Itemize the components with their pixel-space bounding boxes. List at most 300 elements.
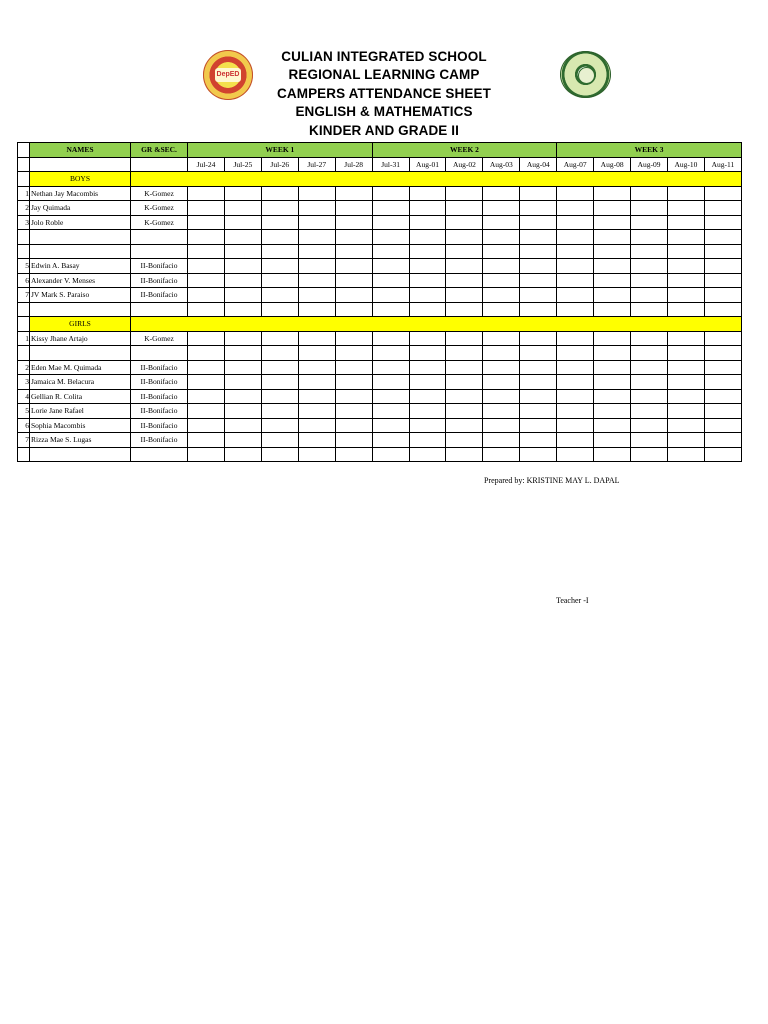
attendance-cell bbox=[188, 433, 225, 448]
attendance-cell bbox=[594, 375, 631, 390]
attendance-cell bbox=[224, 389, 261, 404]
attendance-cell bbox=[557, 346, 594, 361]
attendance-cell bbox=[335, 273, 372, 288]
attendance-cell bbox=[631, 346, 668, 361]
blank-cell bbox=[131, 447, 188, 462]
attendance-cell bbox=[557, 201, 594, 216]
attendance-cell bbox=[668, 288, 705, 303]
attendance-cell bbox=[631, 404, 668, 419]
attendance-cell bbox=[409, 447, 446, 462]
blank-row bbox=[18, 230, 742, 245]
student-name: Rizza Mae S. Lugas bbox=[30, 433, 131, 448]
attendance-cell bbox=[298, 230, 335, 245]
attendance-cell bbox=[409, 201, 446, 216]
student-section: K-Gomez bbox=[131, 331, 188, 346]
attendance-cell bbox=[704, 201, 741, 216]
girls-section-row bbox=[18, 317, 742, 332]
date-header: Jul-28 bbox=[335, 157, 372, 172]
student-name: Nethan Jay Macombis bbox=[30, 186, 131, 201]
attendance-cell bbox=[557, 433, 594, 448]
attendance-cell bbox=[668, 259, 705, 274]
week-header: WEEK 3 bbox=[557, 143, 742, 158]
attendance-cell bbox=[188, 375, 225, 390]
attendance-cell bbox=[668, 389, 705, 404]
attendance-cell bbox=[483, 389, 520, 404]
attendance-cell bbox=[704, 215, 741, 230]
attendance-cell bbox=[224, 259, 261, 274]
attendance-cell bbox=[594, 331, 631, 346]
attendance-cell bbox=[298, 186, 335, 201]
attendance-cell bbox=[631, 288, 668, 303]
attendance-cell bbox=[557, 375, 594, 390]
date-header: Jul-25 bbox=[224, 157, 261, 172]
blank-cell bbox=[30, 157, 131, 172]
student-number: 3 bbox=[18, 215, 30, 230]
section-fill bbox=[131, 172, 742, 187]
attendance-cell bbox=[298, 404, 335, 419]
attendance-cell bbox=[298, 259, 335, 274]
attendance-cell bbox=[335, 244, 372, 259]
student-row bbox=[18, 273, 742, 288]
attendance-cell bbox=[261, 331, 298, 346]
date-header: Aug-09 bbox=[631, 157, 668, 172]
attendance-cell bbox=[520, 447, 557, 462]
attendance-cell bbox=[557, 331, 594, 346]
attendance-cell bbox=[557, 418, 594, 433]
student-section: K-Gomez bbox=[131, 186, 188, 201]
attendance-cell bbox=[409, 259, 446, 274]
attendance-cell bbox=[446, 360, 483, 375]
attendance-cell bbox=[261, 389, 298, 404]
student-row bbox=[18, 215, 742, 230]
attendance-cell bbox=[409, 433, 446, 448]
student-name: Jamaica M. Belacura bbox=[30, 375, 131, 390]
attendance-cell bbox=[335, 288, 372, 303]
student-name: Kissy Jhane Artajo bbox=[30, 331, 131, 346]
attendance-cell bbox=[668, 244, 705, 259]
blank-cell bbox=[30, 447, 131, 462]
attendance-cell bbox=[668, 360, 705, 375]
attendance-cell bbox=[594, 288, 631, 303]
student-section: K-Gomez bbox=[131, 201, 188, 216]
attendance-cell bbox=[520, 288, 557, 303]
attendance-cell bbox=[298, 273, 335, 288]
attendance-cell bbox=[188, 346, 225, 361]
attendance-cell bbox=[224, 404, 261, 419]
attendance-cell bbox=[483, 302, 520, 317]
student-section: II-Bonifacio bbox=[131, 404, 188, 419]
blank-cell bbox=[131, 346, 188, 361]
attendance-cell bbox=[188, 244, 225, 259]
student-row bbox=[18, 186, 742, 201]
sheet-title: CAMPERS ATTENDANCE SHEET bbox=[277, 85, 491, 101]
attendance-cell bbox=[483, 215, 520, 230]
student-number: 5 bbox=[18, 259, 30, 274]
attendance-cell bbox=[298, 302, 335, 317]
attendance-cell bbox=[557, 389, 594, 404]
attendance-cell bbox=[409, 302, 446, 317]
attendance-cell bbox=[409, 244, 446, 259]
attendance-cell bbox=[631, 186, 668, 201]
attendance-cell bbox=[298, 447, 335, 462]
attendance-cell bbox=[631, 418, 668, 433]
student-row bbox=[18, 331, 742, 346]
attendance-cell bbox=[224, 288, 261, 303]
attendance-cell bbox=[261, 302, 298, 317]
blank-row bbox=[18, 447, 742, 462]
date-header: Aug-10 bbox=[668, 157, 705, 172]
attendance-cell bbox=[520, 230, 557, 245]
date-header: Aug-02 bbox=[446, 157, 483, 172]
attendance-cell bbox=[704, 433, 741, 448]
attendance-cell bbox=[261, 288, 298, 303]
attendance-cell bbox=[557, 447, 594, 462]
attendance-cell bbox=[668, 273, 705, 288]
attendance-cell bbox=[483, 186, 520, 201]
attendance-cell bbox=[261, 375, 298, 390]
attendance-cell bbox=[520, 433, 557, 448]
blank-cell bbox=[18, 346, 30, 361]
attendance-cell bbox=[446, 288, 483, 303]
attendance-cell bbox=[668, 215, 705, 230]
attendance-cell bbox=[446, 302, 483, 317]
attendance-cell bbox=[594, 273, 631, 288]
date-header: Aug-07 bbox=[557, 157, 594, 172]
student-number: 6 bbox=[18, 418, 30, 433]
attendance-cell bbox=[409, 273, 446, 288]
attendance-cell bbox=[446, 433, 483, 448]
attendance-cell bbox=[557, 244, 594, 259]
date-header: Jul-26 bbox=[261, 157, 298, 172]
attendance-cell bbox=[631, 433, 668, 448]
attendance-cell bbox=[446, 230, 483, 245]
attendance-cell bbox=[483, 447, 520, 462]
attendance-cell bbox=[224, 302, 261, 317]
blank-cell bbox=[131, 302, 188, 317]
attendance-cell bbox=[557, 302, 594, 317]
attendance-cell bbox=[372, 259, 409, 274]
attendance-cell bbox=[483, 346, 520, 361]
student-section: II-Bonifacio bbox=[131, 418, 188, 433]
attendance-cell bbox=[631, 244, 668, 259]
attendance-cell bbox=[594, 389, 631, 404]
attendance-cell bbox=[335, 346, 372, 361]
names-header: NAMES bbox=[30, 143, 131, 158]
attendance-cell bbox=[372, 186, 409, 201]
student-row bbox=[18, 389, 742, 404]
student-row bbox=[18, 288, 742, 303]
section-fill bbox=[131, 317, 742, 332]
attendance-cell bbox=[188, 201, 225, 216]
student-name: Jay Quimada bbox=[30, 201, 131, 216]
attendance-cell bbox=[557, 215, 594, 230]
attendance-cell bbox=[372, 447, 409, 462]
date-header: Aug-08 bbox=[594, 157, 631, 172]
attendance-cell bbox=[631, 331, 668, 346]
attendance-cell bbox=[224, 346, 261, 361]
attendance-cell bbox=[446, 273, 483, 288]
header-row-weeks bbox=[18, 143, 742, 158]
attendance-cell bbox=[298, 346, 335, 361]
attendance-cell bbox=[704, 288, 741, 303]
attendance-cell bbox=[188, 302, 225, 317]
attendance-cell bbox=[668, 346, 705, 361]
attendance-cell bbox=[483, 433, 520, 448]
attendance-cell bbox=[224, 360, 261, 375]
attendance-cell bbox=[446, 186, 483, 201]
blank-cell bbox=[131, 230, 188, 245]
attendance-cell bbox=[261, 418, 298, 433]
attendance-cell bbox=[224, 418, 261, 433]
header-corner-cell bbox=[18, 143, 30, 158]
date-header: Aug-11 bbox=[704, 157, 741, 172]
attendance-cell bbox=[594, 418, 631, 433]
attendance-cell bbox=[594, 244, 631, 259]
attendance-cell bbox=[298, 433, 335, 448]
attendance-cell bbox=[483, 404, 520, 419]
attendance-cell bbox=[594, 186, 631, 201]
blank-cell bbox=[18, 172, 30, 187]
student-row bbox=[18, 418, 742, 433]
attendance-cell bbox=[594, 201, 631, 216]
attendance-cell bbox=[409, 346, 446, 361]
attendance-cell bbox=[372, 360, 409, 375]
blank-row bbox=[18, 302, 742, 317]
blank-cell bbox=[30, 244, 131, 259]
attendance-cell bbox=[704, 302, 741, 317]
attendance-cell bbox=[704, 186, 741, 201]
attendance-cell bbox=[446, 418, 483, 433]
attendance-cell bbox=[446, 331, 483, 346]
student-name: Alexander V. Menses bbox=[30, 273, 131, 288]
attendance-cell bbox=[483, 259, 520, 274]
student-section: II-Bonifacio bbox=[131, 433, 188, 448]
attendance-cell bbox=[335, 418, 372, 433]
attendance-cell bbox=[224, 273, 261, 288]
attendance-cell bbox=[188, 215, 225, 230]
attendance-cell bbox=[668, 375, 705, 390]
student-number: 6 bbox=[18, 273, 30, 288]
attendance-cell bbox=[631, 375, 668, 390]
attendance-cell bbox=[372, 331, 409, 346]
attendance-cell bbox=[188, 331, 225, 346]
student-number: 5 bbox=[18, 404, 30, 419]
attendance-cell bbox=[372, 244, 409, 259]
attendance-cell bbox=[557, 273, 594, 288]
attendance-cell bbox=[520, 302, 557, 317]
attendance-cell bbox=[409, 360, 446, 375]
attendance-cell bbox=[446, 259, 483, 274]
attendance-cell bbox=[557, 360, 594, 375]
attendance-cell bbox=[372, 273, 409, 288]
attendance-cell bbox=[261, 186, 298, 201]
attendance-cell bbox=[594, 360, 631, 375]
student-section: K-Gomez bbox=[131, 215, 188, 230]
student-number: 1 bbox=[18, 186, 30, 201]
attendance-cell bbox=[261, 259, 298, 274]
attendance-cell bbox=[483, 273, 520, 288]
attendance-cell bbox=[261, 244, 298, 259]
attendance-cell bbox=[298, 360, 335, 375]
attendance-cell bbox=[631, 273, 668, 288]
attendance-cell bbox=[446, 447, 483, 462]
attendance-cell bbox=[261, 230, 298, 245]
attendance-cell bbox=[298, 201, 335, 216]
attendance-cell bbox=[446, 201, 483, 216]
attendance-cell bbox=[261, 273, 298, 288]
attendance-cell bbox=[668, 418, 705, 433]
attendance-cell bbox=[594, 230, 631, 245]
header-row-dates bbox=[18, 157, 742, 172]
blank-cell bbox=[131, 157, 188, 172]
date-header: Jul-31 bbox=[372, 157, 409, 172]
attendance-cell bbox=[335, 404, 372, 419]
attendance-cell bbox=[372, 433, 409, 448]
attendance-cell bbox=[483, 360, 520, 375]
attendance-cell bbox=[594, 215, 631, 230]
attendance-cell bbox=[188, 186, 225, 201]
attendance-cell bbox=[704, 230, 741, 245]
attendance-cell bbox=[704, 418, 741, 433]
student-number: 4 bbox=[18, 389, 30, 404]
attendance-cell bbox=[335, 302, 372, 317]
blank-cell bbox=[30, 230, 131, 245]
attendance-cell bbox=[224, 244, 261, 259]
student-name: Eden Mae M. Quimada bbox=[30, 360, 131, 375]
attendance-cell bbox=[446, 375, 483, 390]
student-name: JV Mark S. Paraiso bbox=[30, 288, 131, 303]
attendance-cell bbox=[188, 288, 225, 303]
week-header: WEEK 1 bbox=[188, 143, 373, 158]
attendance-cell bbox=[188, 273, 225, 288]
blank-cell bbox=[30, 302, 131, 317]
student-number: 7 bbox=[18, 288, 30, 303]
attendance-cell bbox=[409, 186, 446, 201]
attendance-cell bbox=[335, 447, 372, 462]
attendance-cell bbox=[372, 215, 409, 230]
attendance-cell bbox=[704, 273, 741, 288]
attendance-cell bbox=[335, 389, 372, 404]
attendance-cell bbox=[704, 244, 741, 259]
deped-logo bbox=[203, 50, 253, 100]
blank-cell bbox=[131, 244, 188, 259]
student-section: II-Bonifacio bbox=[131, 360, 188, 375]
attendance-cell bbox=[483, 331, 520, 346]
attendance-cell bbox=[409, 215, 446, 230]
attendance-cell bbox=[704, 360, 741, 375]
attendance-cell bbox=[594, 346, 631, 361]
prepared-by: Prepared by: KRISTINE MAY L. DAPAL bbox=[484, 476, 620, 485]
teacher-position: Teacher -I bbox=[556, 596, 589, 605]
attendance-cell bbox=[298, 389, 335, 404]
date-header: Aug-03 bbox=[483, 157, 520, 172]
attendance-cell bbox=[704, 447, 741, 462]
attendance-cell bbox=[261, 433, 298, 448]
student-row bbox=[18, 404, 742, 419]
attendance-cell bbox=[631, 447, 668, 462]
attendance-cell bbox=[594, 433, 631, 448]
attendance-cell bbox=[224, 186, 261, 201]
school-name: CULIAN INTEGRATED SCHOOL bbox=[281, 49, 487, 64]
attendance-cell bbox=[520, 259, 557, 274]
attendance-cell bbox=[520, 346, 557, 361]
student-row bbox=[18, 433, 742, 448]
date-header: Jul-24 bbox=[188, 157, 225, 172]
attendance-cell bbox=[261, 215, 298, 230]
attendance-cell bbox=[631, 302, 668, 317]
attendance-cell bbox=[704, 259, 741, 274]
attendance-cell bbox=[261, 346, 298, 361]
attendance-cell bbox=[446, 215, 483, 230]
attendance-cell bbox=[520, 244, 557, 259]
attendance-cell bbox=[409, 389, 446, 404]
grades-title: KINDER AND GRADE II bbox=[309, 122, 459, 138]
attendance-cell bbox=[372, 389, 409, 404]
date-header: Aug-01 bbox=[409, 157, 446, 172]
attendance-cell bbox=[594, 447, 631, 462]
attendance-cell bbox=[298, 375, 335, 390]
attendance-cell bbox=[335, 201, 372, 216]
section-label: GIRLS bbox=[30, 317, 131, 332]
student-row bbox=[18, 201, 742, 216]
attendance-cell bbox=[520, 186, 557, 201]
attendance-cell bbox=[704, 375, 741, 390]
attendance-cell bbox=[372, 201, 409, 216]
attendance-cell bbox=[409, 375, 446, 390]
attendance-cell bbox=[520, 273, 557, 288]
attendance-cell bbox=[335, 360, 372, 375]
attendance-cell bbox=[668, 404, 705, 419]
attendance-table bbox=[17, 142, 742, 462]
attendance-cell bbox=[594, 404, 631, 419]
attendance-cell bbox=[631, 389, 668, 404]
blank-cell bbox=[18, 230, 30, 245]
attendance-cell bbox=[668, 201, 705, 216]
week-header: WEEK 2 bbox=[372, 143, 557, 158]
attendance-cell bbox=[224, 433, 261, 448]
attendance-cell bbox=[298, 418, 335, 433]
attendance-cell bbox=[372, 346, 409, 361]
date-header: Aug-04 bbox=[520, 157, 557, 172]
attendance-cell bbox=[372, 418, 409, 433]
attendance-cell bbox=[557, 288, 594, 303]
attendance-cell bbox=[224, 201, 261, 216]
subjects-title: ENGLISH & MATHEMATICS bbox=[295, 104, 473, 120]
attendance-cell bbox=[372, 288, 409, 303]
attendance-cell bbox=[188, 230, 225, 245]
attendance-cell bbox=[520, 360, 557, 375]
attendance-cell bbox=[188, 259, 225, 274]
attendance-cell bbox=[261, 201, 298, 216]
attendance-cell bbox=[631, 230, 668, 245]
attendance-cell bbox=[298, 244, 335, 259]
attendance-cell bbox=[335, 375, 372, 390]
attendance-cell bbox=[372, 230, 409, 245]
attendance-cell bbox=[483, 201, 520, 216]
attendance-cell bbox=[557, 230, 594, 245]
attendance-cell bbox=[409, 230, 446, 245]
student-row bbox=[18, 259, 742, 274]
attendance-cell bbox=[188, 418, 225, 433]
attendance-cell bbox=[335, 331, 372, 346]
attendance-cell bbox=[188, 360, 225, 375]
student-name: Sophia Macombis bbox=[30, 418, 131, 433]
student-section: II-Bonifacio bbox=[131, 389, 188, 404]
blank-row bbox=[18, 346, 742, 361]
attendance-cell bbox=[188, 389, 225, 404]
attendance-cell bbox=[631, 360, 668, 375]
attendance-cell bbox=[483, 418, 520, 433]
